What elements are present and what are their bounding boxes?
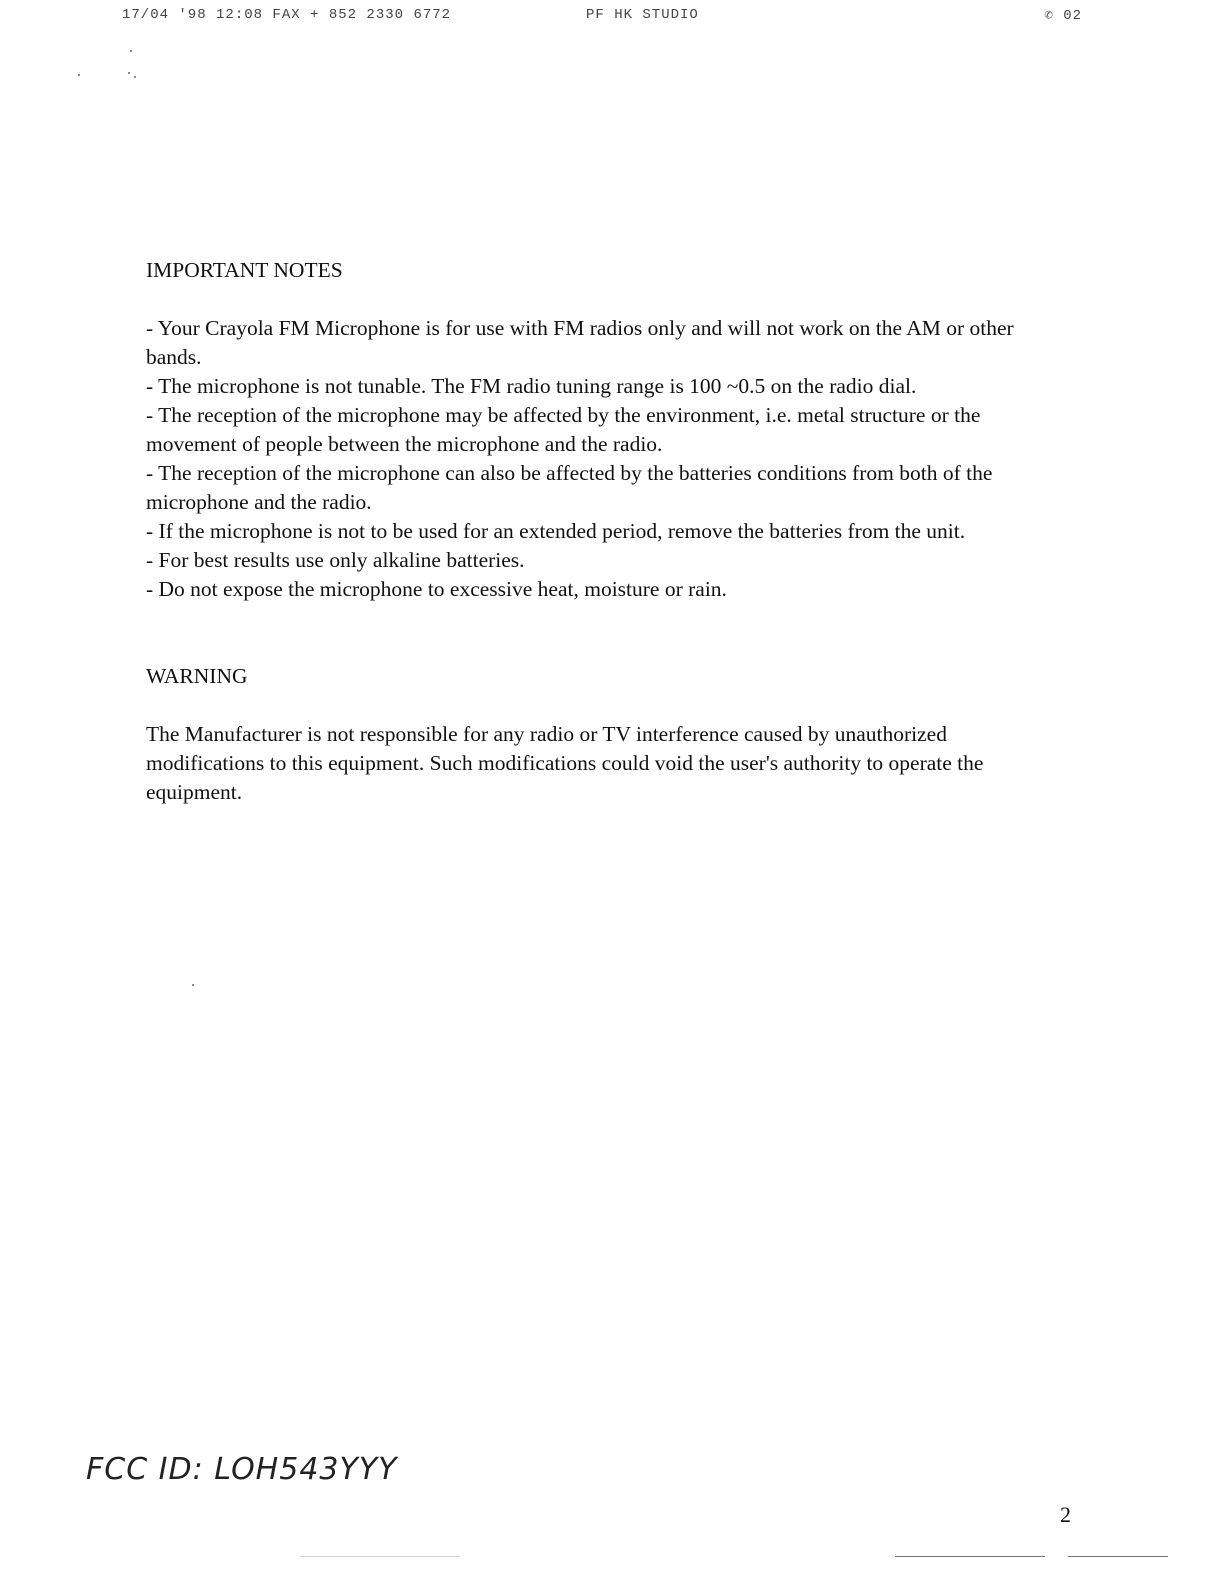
note-item: - The reception of the microphone may be affected by the environment, i.e. metal structure or the movement of people between the microphone and the radio. [146,403,981,456]
important-notes-list [146,314,1056,604]
fax-header [122,7,1082,27]
scan-speck [78,74,80,76]
warning-text: The Manufacturer is not responsible for any radio or TV interference caused by unauthorized modifications to this equipment. Such modifications could void the user's authority to operate the equipment. [146,722,984,804]
note-item: - The reception of the microphone can also be affected by the batteries conditions from both of the microphone and the radio. [146,461,993,514]
fax-header-date-fax: 17/04 '98 12:08 FAX + 852 2330 6772 [122,7,452,23]
footer-scan-line [1068,1556,1168,1557]
scan-speck [130,50,132,52]
note-item: - For best results use only alkaline batteries. [146,548,525,572]
note-item: - If the microphone is not to be used for an extended period, remove the batteries from the unit. [146,519,966,543]
important-notes-heading: IMPORTANT NOTES [146,258,343,282]
footer-scan-line [300,1556,460,1557]
note-item: - Your Crayola FM Microphone is for use with FM radios only and will not work on the AM or other bands. [146,316,1014,369]
note-item: - Do not expose the microphone to excessive heat, moisture or rain. [146,577,727,601]
footer-scan-line [895,1556,1045,1557]
note-item: - The microphone is not tunable. The FM radio tuning range is 100 ~0.5 on the radio dial. [146,374,917,398]
page-number: 2 [1060,1502,1071,1527]
handwritten-fcc-id: FCC ID: LOH543YYY [86,1452,398,1487]
fax-header-sender: PF HK STUDIO [586,7,699,23]
scan-speck [128,72,130,74]
document-body [146,256,1056,807]
warning-heading: WARNING [146,664,248,688]
fax-header-page: ✆ 02 [1044,8,1082,24]
scan-speck [134,76,136,78]
scan-speck [192,984,194,986]
